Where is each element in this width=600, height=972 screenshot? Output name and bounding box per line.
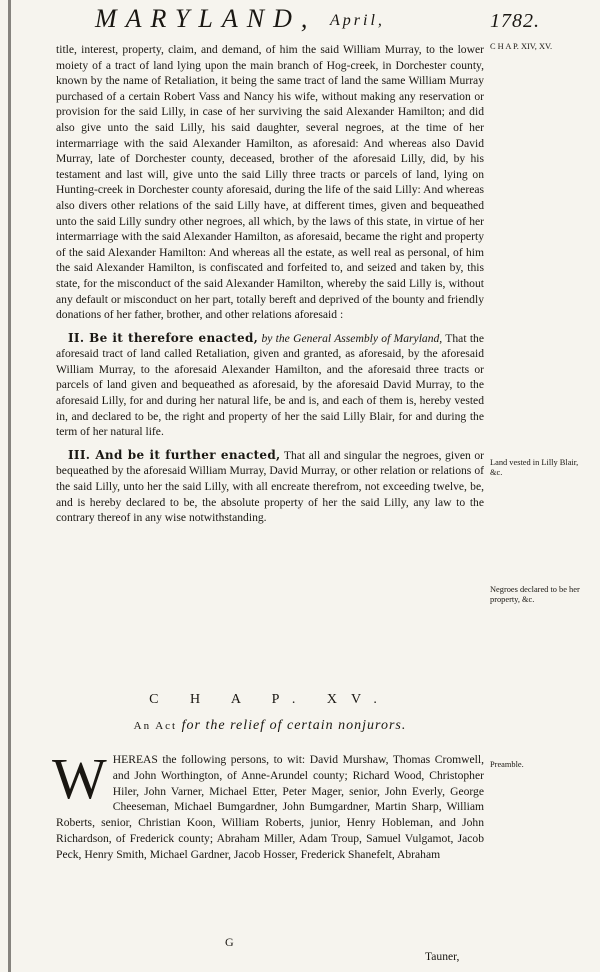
- margin-note-land-vested: Land vested in Lilly Blair, &c.: [490, 458, 579, 477]
- section-2-text: That the aforesaid tract of land called Retaliation, given and granted, as aforesaid, by the aforesaid William Murray, to the aforesaid Alexander Hamilton, and the aforesaid three tracts or parcels of land given and bequeathed as aforesaid, by the aforesaid David Murray, to the aforesaid Lilly, for and during her natural life, be and is, and each of them is, hereby vested in, and declared to be, the right and property of her the said Lilly Blair, for and during the term of her natural life.: [56, 331, 484, 439]
- section-3-lead: III. And be it further enacted,: [68, 447, 281, 462]
- signature-mark: G: [225, 935, 236, 949]
- section-3: [56, 448, 484, 526]
- act-title-rest: for the relief of certain nonjurors.: [181, 718, 407, 733]
- margin-note-chapter: C H A P. XIV, XV.: [490, 42, 553, 51]
- section-2: [56, 331, 484, 440]
- binding-gutter: [8, 0, 11, 972]
- page-number: 1782.: [490, 10, 540, 32]
- drop-cap: W: [52, 746, 107, 811]
- chapter-heading: C H A P. XV.: [149, 692, 391, 707]
- main-text: [56, 42, 484, 526]
- act-title-lead: An Act: [133, 720, 178, 732]
- section-3-text: That all and singular the negroes, given or bequeathed by the aforesaid William Murray, David Murray, or other relation or relations of the said Lilly, unto her the said Lilly, with all encreate therefrom, not exceeding twelve, be, and is hereby declared to be, the absolute property of her the said Lilly, any law to the contrary thereof in any wise notwithstanding.: [56, 448, 484, 525]
- act-title: [56, 718, 484, 734]
- catchword: Tauner,: [425, 950, 460, 963]
- margin-note-negroes: Negroes declared to be her property, &c.: [490, 585, 580, 604]
- section-2-enacting-clause: by the General Assembly of Maryland,: [261, 331, 443, 345]
- running-head: MARYLAND,: [95, 4, 317, 33]
- page-header: [95, 4, 555, 38]
- preamble-text: [52, 746, 484, 863]
- paragraph-recital: title, interest, property, claim, and demand, of him the said William Murray, to the lower moiety of a tract of land lying upon the main branch of Hog-creek, in Dorchester county, known by the name of Retaliation, it being the same tract of land the same William Murray purchased of a certain Robert Vass and Nancy his wife, without making any reservation or provision for the said Lilly, in case of her surviving the said Alexander Hamilton; and did also give unto the said Lilly, his said daughter, several negroes, at the time of her intermarriage with the said Alexander Hamilton, as aforesaid: And whereas also David Murray, late of Dorchester county, deceased, brother of the aforesaid Lilly, did, by his testament and last will, give unto the said Lilly three tracts or parcels of land, lying on Hunting-creek in Dorchester county aforesaid, during the life of the said Lilly: And whereas also divers other relations of the said Lilly have, at different times, given and bequeathed unto the said Lilly sundry other negroes, all which, by the laws of this state, in virtue of her intermarriage with the said Alexander Hamilton, as aforesaid, became the right and property of the said Alexander Hamilton: And whereas all the estate, as well real as personal, of him the said Alexander Hamilton, is confiscated and forfeited to, and seized and taken by, this state, for the misconduct of the said Alexander Hamilton, whereby the said Lilly is, without any default or misconduct on her part, totally bereft and deprived of the bounty and friendly donations of her father, brother, and other relations aforesaid :: [56, 43, 484, 322]
- running-head-month: April,: [330, 12, 385, 29]
- section-2-lead: II. Be it therefore enacted,: [68, 330, 259, 345]
- preamble-body: HEREAS the following persons, to wit: David Murshaw, Thomas Cromwell, and John Worthington, of Anne-Arundel county; Richard Wood, Christopher Hiler, John Varner, Michael Etter, Peter Mager, senior, John Everly, George Cheeseman, Michael Bumgardner, John Bumgardner, Martin Sharp, William Roberts, senior, Christian Koon, William Roberts, junior, Henry Hobleman, and John Richardson, of Frederick county; Abraham Miller, Adam Troup, Samuel Vulgamot, Jacob Peck, Henry Smith, Michael Gardner, Jacob Hosser, Frederick Shanefelt, Abraham: [56, 753, 484, 861]
- margin-note-preamble: Preamble.: [490, 760, 524, 769]
